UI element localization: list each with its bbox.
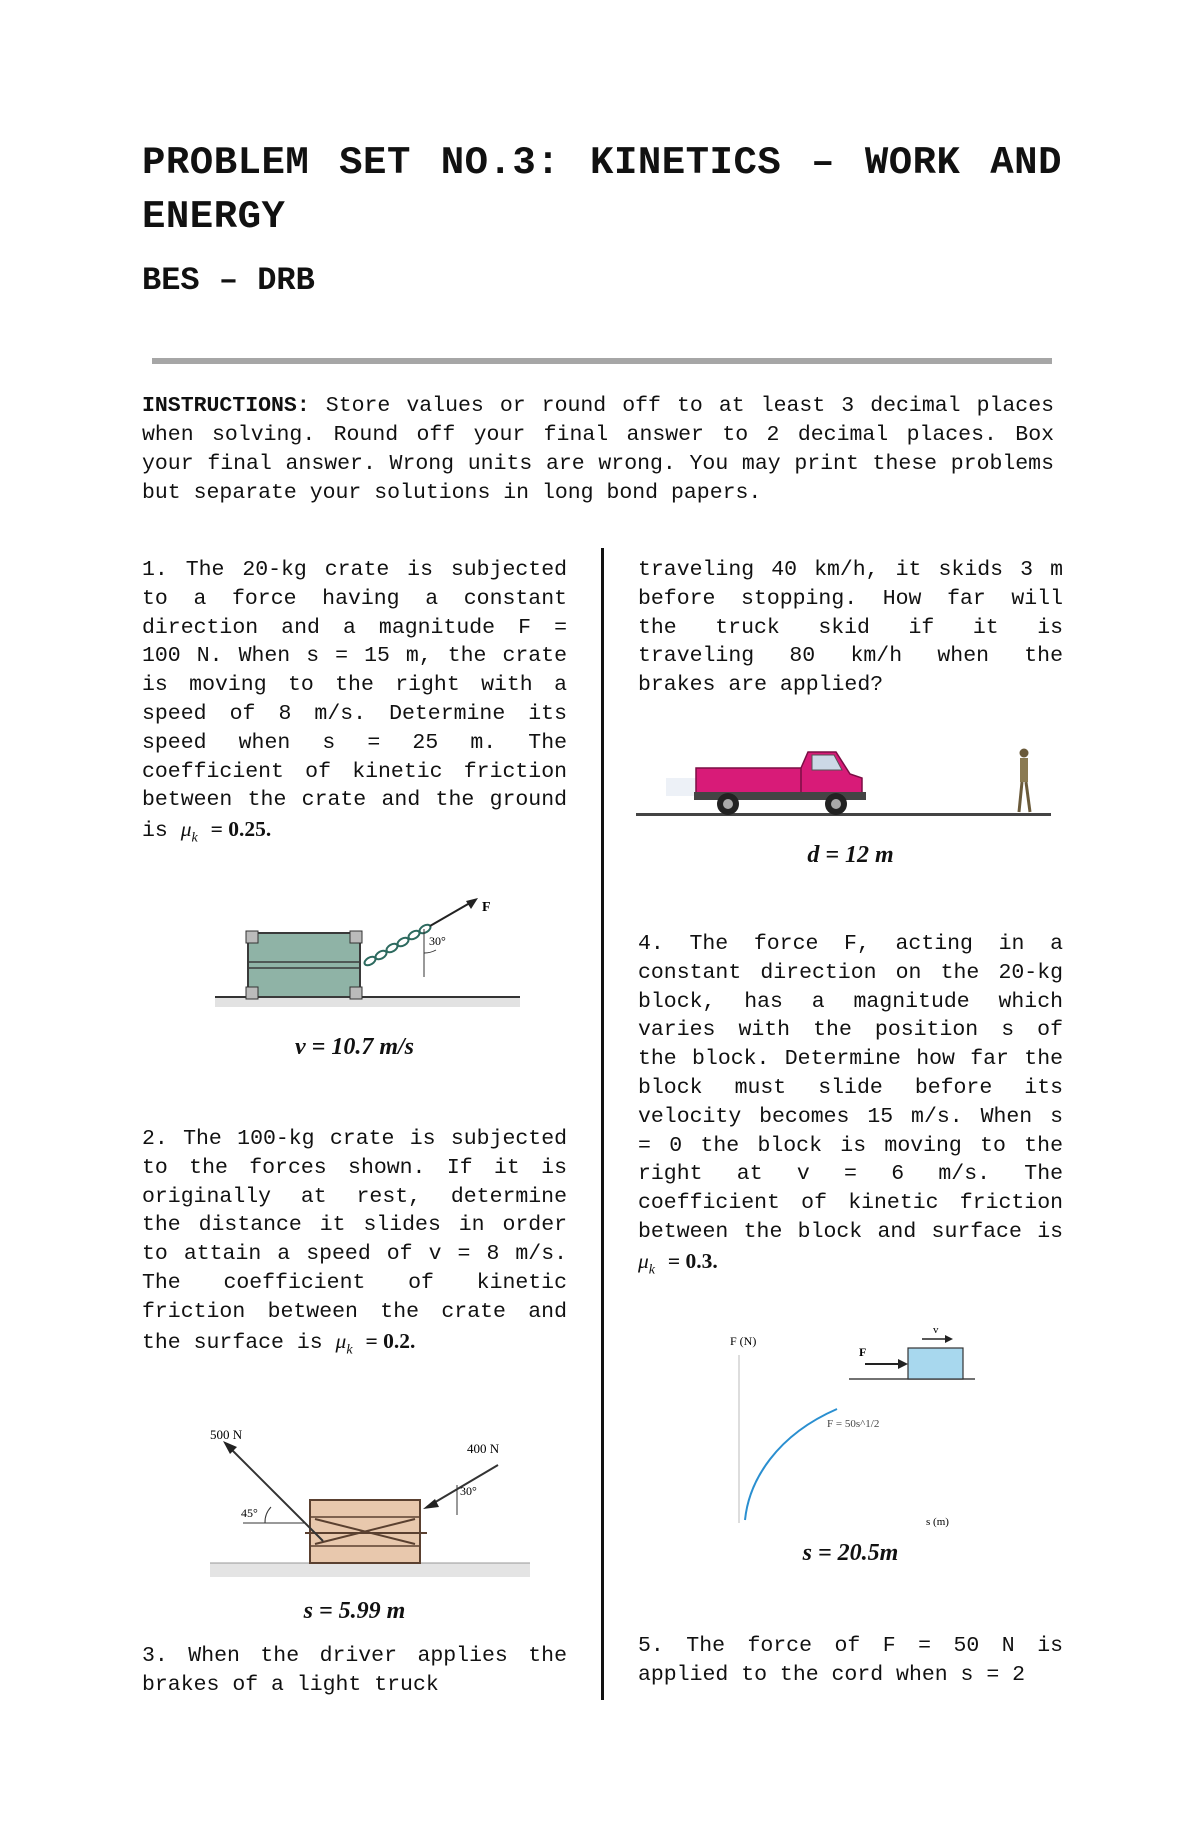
mu-symbol: $\mu_k$: [335, 1328, 353, 1357]
problem-4-text: 4. The force F, acting in a constant direction on the 20-kg block, has a magnitude which varies with the position s of the block. Determine how far the block must slide before its velocity becomes 15 m/s. When s = 0 the block is moving to the right at v = 6 m/s. The coefficient of kinetic friction between the block and surface is: [638, 932, 1063, 1244]
problem-3-continued: traveling 40 km/h, it skids 3 m before stopping. How far will the truck skid if it is traveling 80 km/h when the brakes are applied?: [638, 558, 1063, 698]
problem-4: [638, 930, 1063, 1285]
problem-2-figure: [205, 1425, 535, 1585]
mu-value: = 0.3.: [667, 1248, 718, 1273]
problem-2-text: 2. The 100-kg crate is subjected to the forces shown. If it is originally at rest, determine the distance it slides in order to attain a speed of v = 8 m/s. The coefficient of kinetic friction between the crate and the surface is: [142, 1127, 567, 1355]
instructions-label: INSTRUCTIONS:: [142, 394, 310, 418]
force-1-label: 500 N: [210, 1427, 243, 1442]
mu-symbol: $\mu_k$: [638, 1248, 656, 1278]
problem-3-start: 3. When the driver applies the brakes of a light truck: [142, 1644, 567, 1697]
curve-label: F = 50s^1/2: [827, 1418, 880, 1430]
column-divider: [601, 548, 604, 1700]
block-force-label: F: [859, 1345, 867, 1359]
page-title: PROBLEM SET NO.3: KINETICS – WORK AND ENERGY: [142, 141, 1062, 239]
instructions: [142, 392, 1054, 508]
angle-2-label: 30°: [460, 1484, 477, 1498]
y-axis-label: F (N): [730, 1334, 757, 1348]
problem-2: [142, 1125, 567, 1365]
problem-1: [142, 556, 567, 853]
velocity-label: v: [933, 1324, 939, 1336]
problem-5-start: 5. The force of F = 50 N is applied to the cord when s = 2: [638, 1634, 1063, 1687]
problem-3-figure: [636, 740, 1056, 820]
answer-3: d = 12 m: [807, 842, 894, 868]
page-subtitle: BES – DRB: [142, 262, 315, 299]
problem-4-figure: [725, 1315, 995, 1535]
problem-1-text: 1. The 20-kg crate is subjected to a force having a constant direction and a magnitude F = 100 N. When s = 15 m, the crate is moving to the right with a speed of 8 m/s. Determine its speed when s = 25 m. The coefficient of kinetic friction between the crate and the ground is: [142, 558, 567, 844]
answer-1: v = 10.7 m/s: [294, 1034, 414, 1060]
mu-symbol: $\mu_k$: [180, 817, 198, 846]
instructions-text: Store values or round off to at least 3 decimal places when solving. Round off your final answer to 2 decimal places. Box your final answer. Wrong units are wrong. You may print these problems but separate your solutions in long bond papers.: [142, 394, 1055, 505]
angle-label: 30°: [429, 934, 446, 948]
answer-2: s = 5.99 m: [303, 1598, 406, 1624]
problem-1-figure: [210, 895, 530, 1010]
mu-value: = 0.25.: [210, 817, 272, 842]
mu-value: = 0.2.: [365, 1328, 416, 1353]
divider-rule: [152, 358, 1052, 364]
angle-1-label: 45°: [241, 1506, 258, 1520]
force-label: F: [482, 900, 491, 915]
x-axis-label: s (m): [926, 1516, 949, 1528]
force-2-label: 400 N: [467, 1441, 500, 1456]
answer-4: s = 20.5m: [802, 1540, 899, 1566]
